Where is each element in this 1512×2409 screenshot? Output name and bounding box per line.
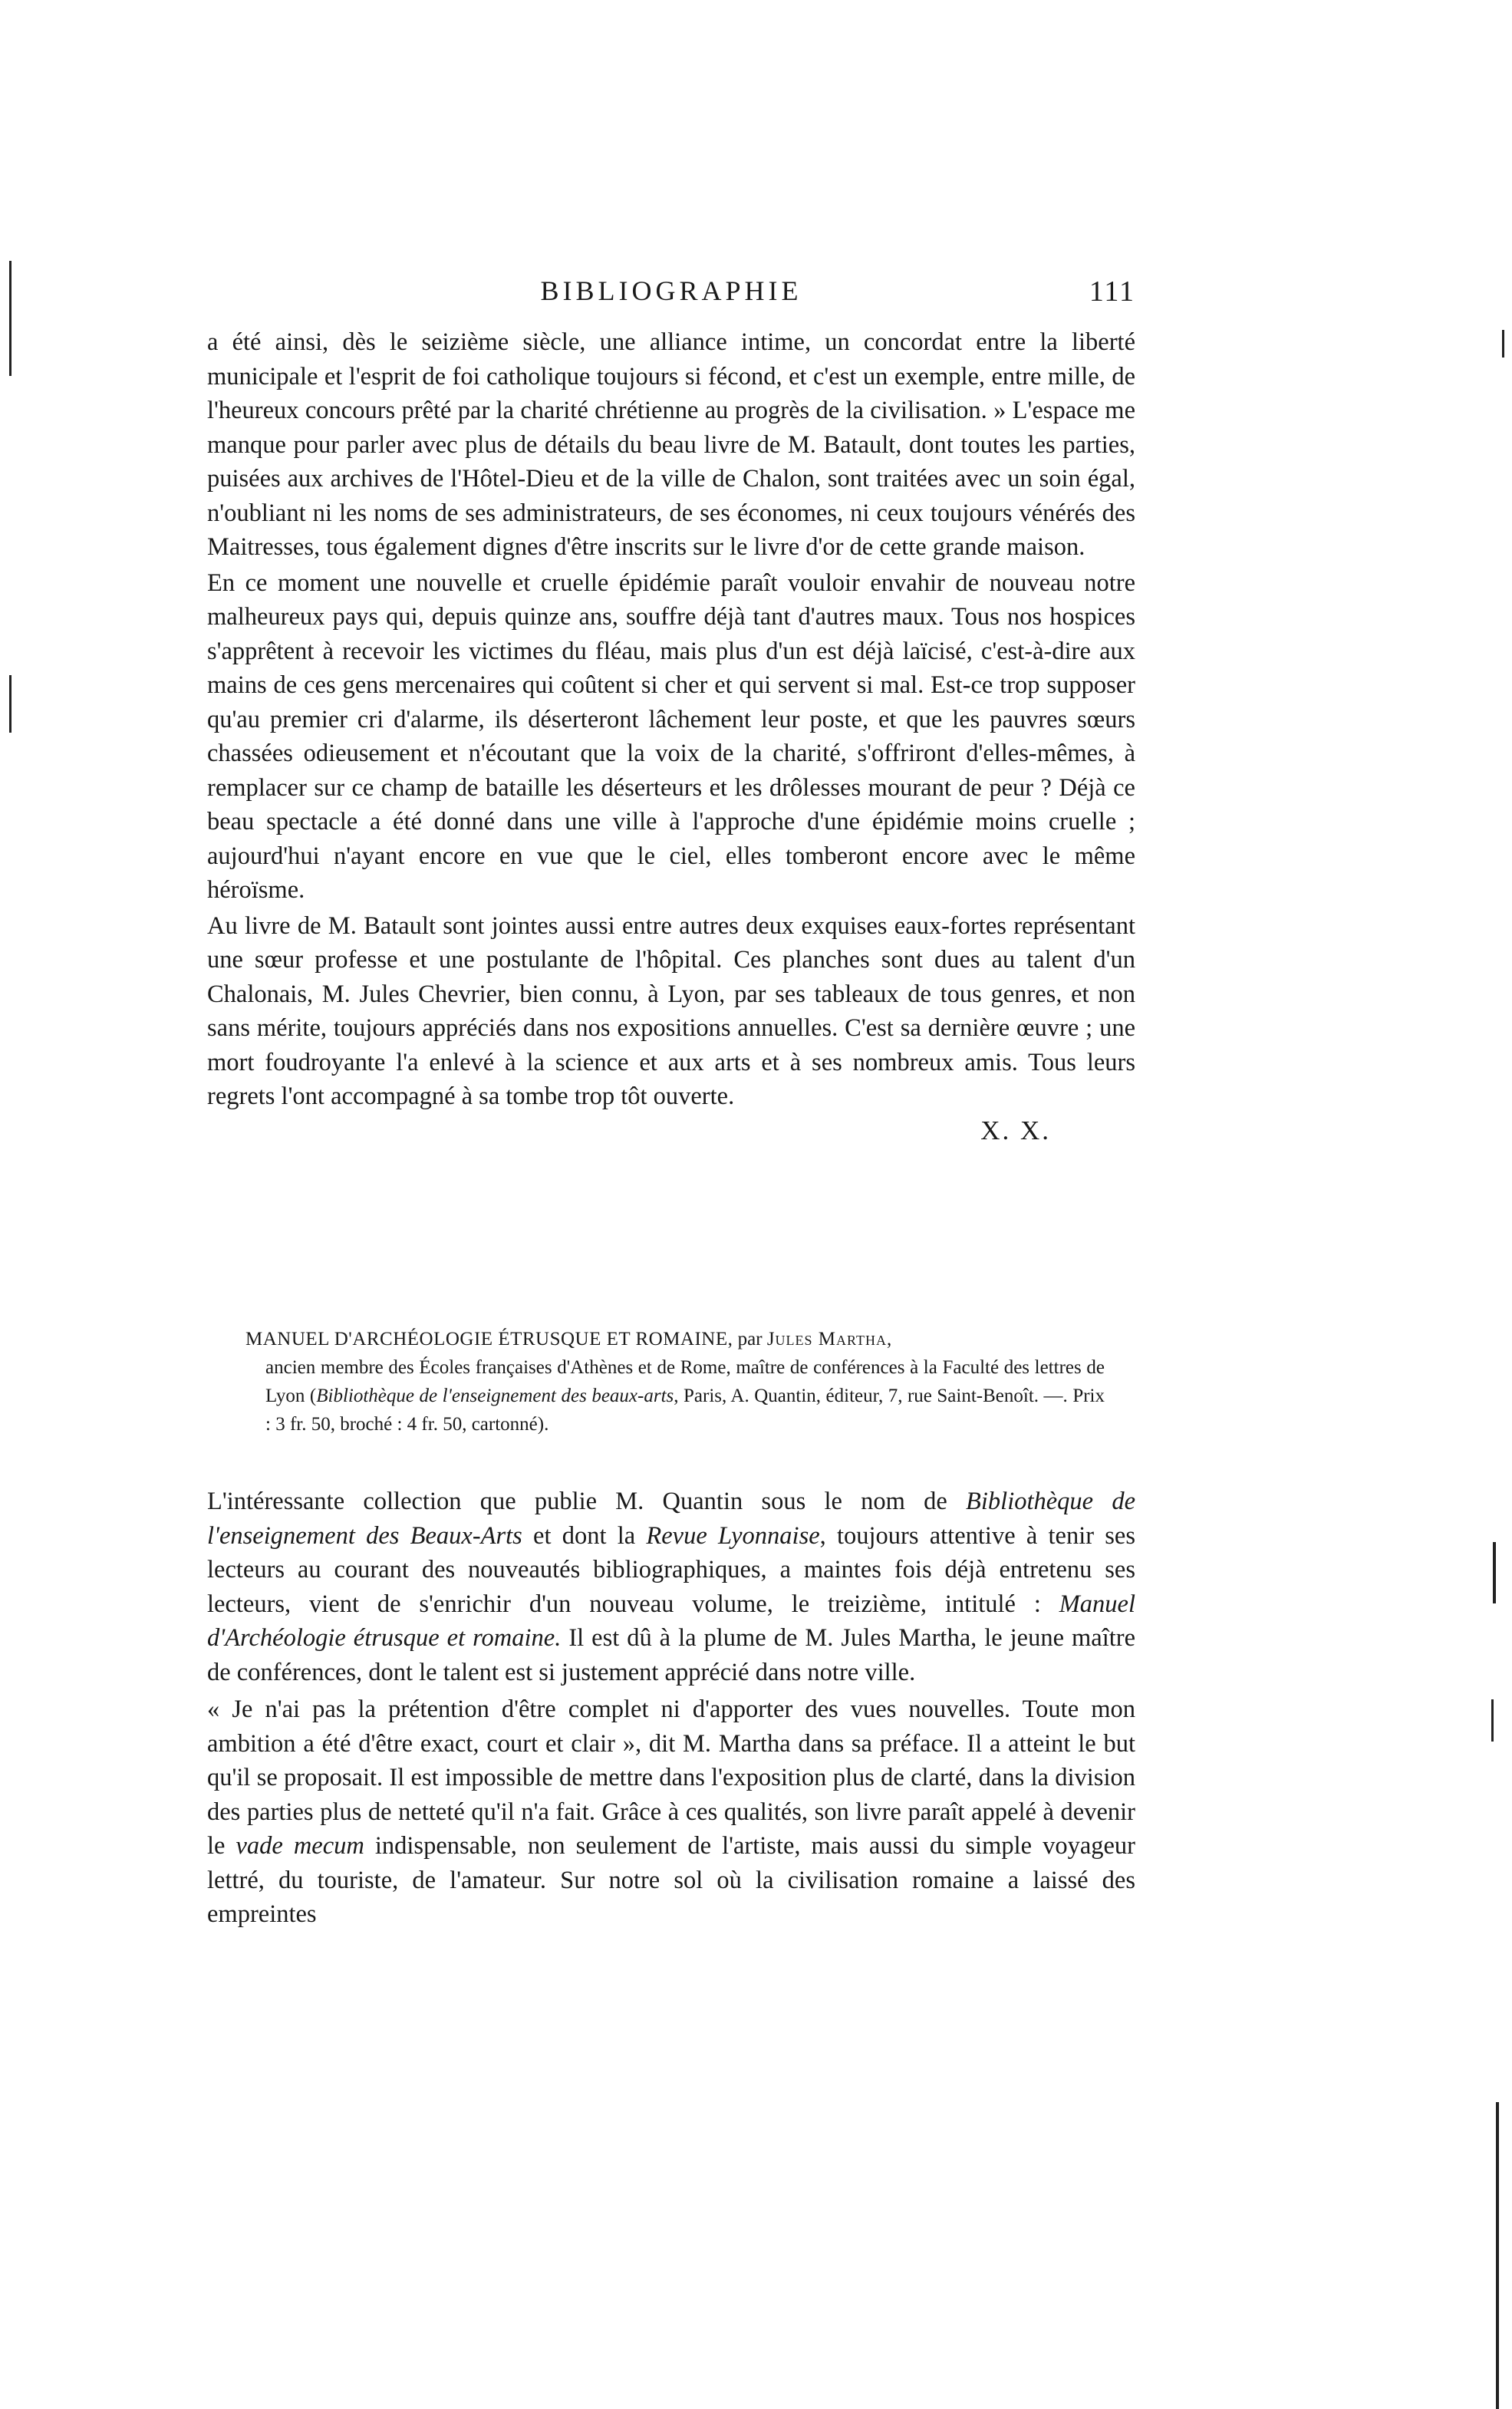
paragraph: a été ainsi, dès le seizième siècle, une alliance intime, un concordat entre la liberté municipale et l'esprit de foi catholique toujours si fécond, et c'est un exemple, entre mille, de l'heureux concours prêté par la charité chrétienne au progrès de la civilisation. » L'espace me manque pour parler avec plus de détails du beau livre de M. Batault, dont toutes les parties, puisées aux archives de l'Hôtel-Dieu et de la ville de Chalon, sont traitées avec un soin égal, n'oubliant ni les noms de ses administrateurs, de ses économes, ni ceux toujours vénérés des Maitresses, tous également dignes d'être inscrits sur le livre d'or de cette grande maison.: [207, 328, 1135, 561]
paragraph: « Je n'ai pas la prétention d'être complet ni d'apporter des vues nouvelles. Toute mon ambition a été d'être exact, court et clair », dit M. Martha dans sa préface. Il a atteint le but qu'il se proposait. Il est impossible de mettre dans l'exposition plus de clarté, dans la division des parties plus de netteté qu'il n'a fait. Grâce à ces qualités, son livre paraît appelé à devenir le vade mecum indispensable, non seulement de l'artiste, mais aussi du simple voyageur lettré, du touriste, de l'amateur. Sur notre sol où la civilisation romaine a laissé des empreintes: [207, 1696, 1135, 1928]
by-word: par: [737, 1329, 763, 1350]
paragraph: Au livre de M. Batault sont jointes aussi entre autres deux exquises eaux-fortes représentant une sœur professe et une postulante de l'hôpital. Ces planches sont dues au talent d'un Chalonais, M. Jules Chevrier, bien connu, à Lyon, par ses tableaux de tous genres, et non sans mérite, toujours appréciés dans nos expositions annuelles. C'est sa dernière œuvre ; une mort foudroyante l'a enlevé à la science et aux arts et à ses nombreux amis. Tous leurs regrets l'ont accompagné à sa tombe trop tôt ouverte.: [207, 911, 1135, 1110]
scan-artifact: [9, 675, 12, 733]
running-title: BIBLIOGRAPHIE: [540, 275, 802, 306]
review-body: [207, 1485, 1135, 1932]
book-title: Manuel d'Archéologie étrusque et romaine.: [207, 1590, 1135, 1652]
paragraph: L'intéressante collection que publie M. Quantin sous le nom de Bibliothèque de l'enseignement des Beaux-Arts et dont la Revue Lyonnaise, toujours attentive à tenir ses lecteurs au courant des nouveautés bibliographiques, a maintes fois déjà entretenu ses lecteurs, vient de s'enrichir d'un nouveau volume, le treizième, intitulé : Manuel d'Archéologie étrusque et romaine. Il est dû à la plume de M. Jules Martha, le jeune maître de conférences, dont le talent est si justement apprécié dans notre ville.: [207, 1488, 1136, 1686]
scan-artifact: [9, 261, 12, 376]
author-name: Jules Martha,: [766, 1329, 893, 1350]
paragraph: En ce moment une nouvelle et cruelle épidémie paraît vouloir envahir de nouveau notre malheureux pays qui, depuis quinze ans, souffre déjà tant d'autres maux. Tous nos hospices s'apprêtent à recevoir les victimes du fléau, mais plus d'un est déjà laïcisé, c'est-à-dire aux mains de ces gens mercenaires qui coûtent si cher et qui servent si mal. Est-ce trop supposer qu'au premier cri d'alarme, ils déserteront lâchement leur poste, et que les pauvres sœurs chassées odieusement et n'écoutant que la voix de la charité, s'offriront d'elles-mêmes, à remplacer sur ce champ de bataille les déserteurs et les drôlesses mourant de peur ? Déjà ce beau spectacle a été donné dans une ville à l'approche d'une épidémie moins cruelle ; aujourd'hui n'ayant encore en vue que le ciel, elles tomberont encore avec le même héroïsme.: [207, 568, 1135, 904]
signature: X. X.: [980, 1115, 1051, 1145]
page-number: 111: [1089, 275, 1135, 308]
scan-artifact: [1502, 330, 1504, 358]
scan-artifact: [1493, 1542, 1496, 1603]
book-title: MANUEL D'ARCHÉOLOGIE ÉTRUSQUE ET ROMAINE,: [245, 1329, 733, 1350]
journal-title: Revue Lyonnaise: [646, 1521, 820, 1550]
running-head: [207, 275, 1135, 313]
series-title: Bibliothèque de l'enseignement des beaux-arts: [316, 1386, 674, 1406]
scan-artifact: [1491, 1699, 1494, 1742]
review-continuation: [207, 325, 1135, 1148]
scan-artifact: [1496, 2102, 1499, 2409]
publication-details: ancien membre des Écoles françaises d'Athènes et de Rome, maître de conférences à la Faculté des lettres de Lyon (Bibliothèque de l'enseignement des beaux-arts, Paris, A. Quantin, éditeur, 7, rue Saint-Benoît. —. Prix : 3 fr. 50, broché : 4 fr. 50, cartonné).: [265, 1357, 1105, 1435]
latin-phrase: vade mecum: [236, 1832, 364, 1860]
signature-line: [207, 1114, 1135, 1148]
bibliographic-entry: [245, 1325, 1105, 1438]
series-title: Bibliothèque de l'enseignement des Beaux-Arts: [207, 1488, 1135, 1550]
